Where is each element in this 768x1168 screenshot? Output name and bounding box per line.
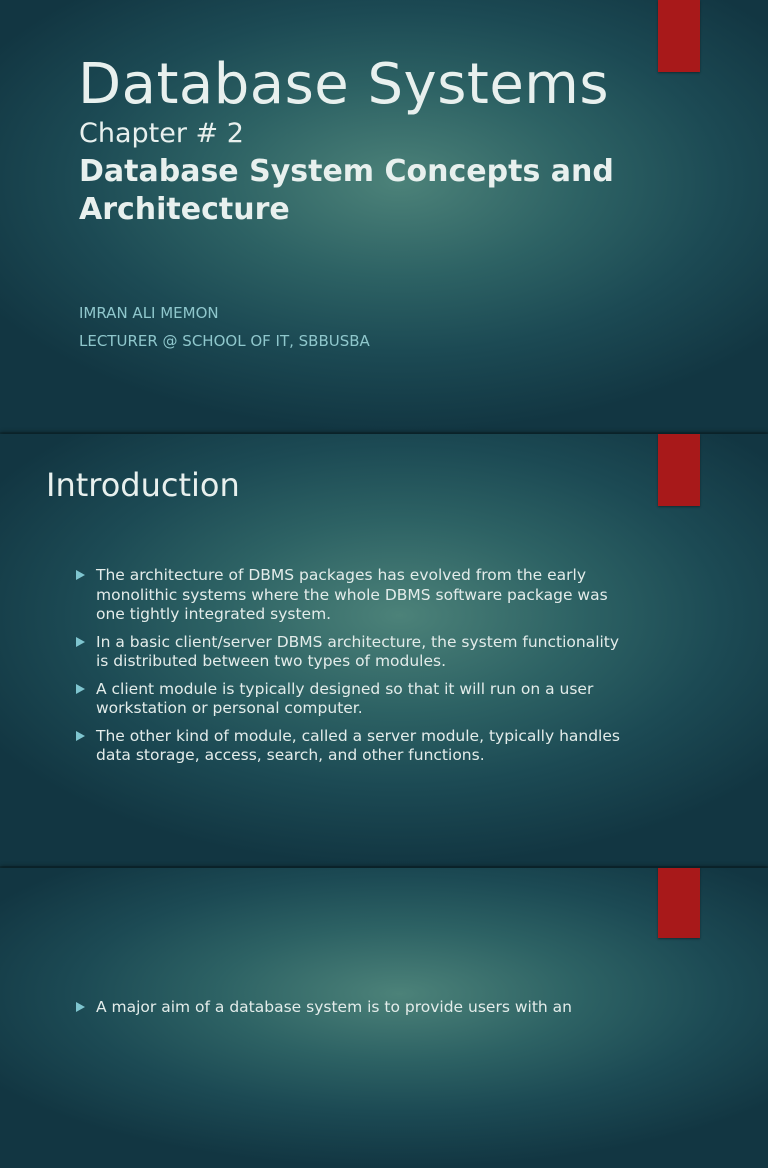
triangle-bullet-icon	[76, 731, 85, 741]
bullet-text: A major aim of a database system is to provide users with an	[96, 998, 572, 1016]
bullet-list	[76, 998, 636, 1026]
bullet-item	[76, 998, 636, 1018]
bullet-text: A client module is typically designed so that it will run on a user workstation or personal computer.	[96, 679, 594, 717]
accent-bar	[658, 434, 700, 506]
triangle-bullet-icon	[76, 1002, 85, 1012]
accent-bar	[658, 0, 700, 72]
triangle-bullet-icon	[76, 684, 85, 694]
bullet-text: In a basic client/server DBMS architecture, the system functionality is distributed between two types of modules.	[96, 632, 620, 670]
bullet-item	[76, 680, 636, 719]
slide-subtitle: Database System Concepts and Architecture	[79, 154, 614, 227]
slide-title: Database Systems	[78, 52, 610, 117]
bullet-item	[76, 633, 636, 672]
bullet-list	[76, 566, 636, 774]
chapter-label: Chapter # 2	[79, 118, 244, 149]
bullet-item	[76, 727, 636, 766]
triangle-bullet-icon	[76, 637, 85, 647]
accent-bar	[658, 868, 700, 938]
bullet-text: The other kind of module, called a server module, typically handles data storage, access, search, and other functions.	[96, 726, 620, 764]
bullet-text: The architecture of DBMS packages has evolved from the early monolithic systems where the whole DBMS software package was one tightly integrated system.	[96, 566, 608, 623]
author-name: IMRAN ALI MEMON	[79, 304, 219, 322]
introduction-slide	[0, 434, 768, 866]
author-role: LECTURER @ SCHOOL OF IT, SBBUSBA	[79, 332, 370, 350]
third-slide	[0, 868, 768, 1168]
bullet-item	[76, 566, 636, 625]
title-slide	[0, 0, 768, 432]
triangle-bullet-icon	[76, 570, 85, 580]
slide-heading: Introduction	[46, 466, 240, 504]
